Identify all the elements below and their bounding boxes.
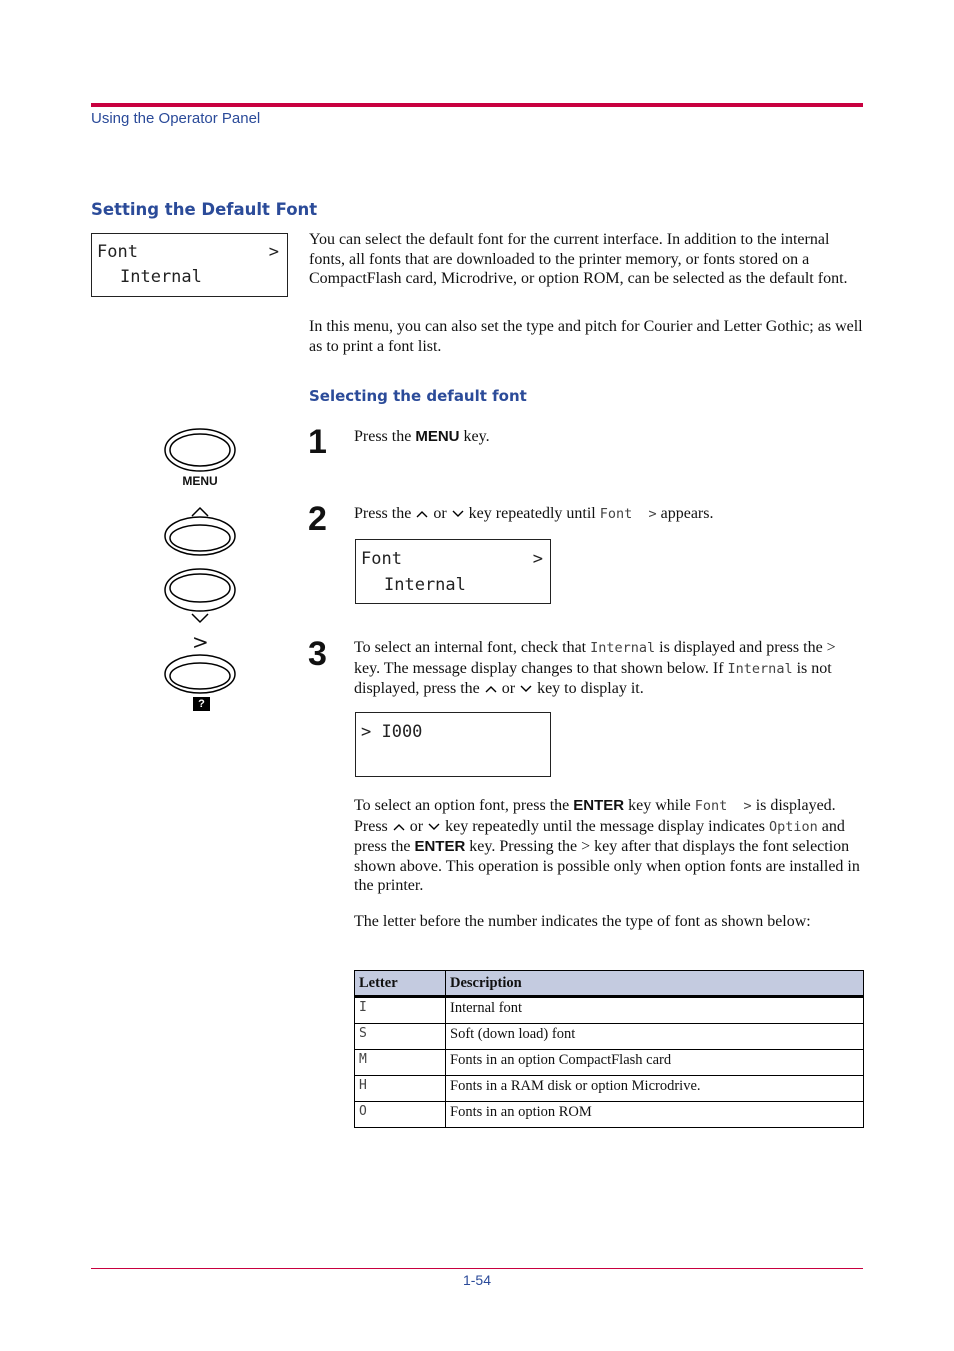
lcd-line2: Internal [120, 267, 202, 287]
lcd-display-step2 [355, 539, 551, 604]
down-caret-icon [427, 822, 441, 832]
menu-key-icon [160, 426, 240, 476]
enter-key-icon [160, 652, 240, 696]
up-caret-icon [484, 684, 498, 694]
lcd-line2: Internal [384, 575, 466, 595]
cell-description: Fonts in an option CompactFlash card [446, 1050, 864, 1076]
header-rule [91, 103, 863, 107]
lcd-line1: > I000 [361, 722, 423, 742]
table-row [355, 1024, 864, 1050]
question-badge: ? [193, 697, 210, 711]
table-header-row [355, 971, 864, 997]
section-title: Setting the Default Font [91, 200, 318, 219]
lcd-line1: Font [361, 549, 402, 569]
header-title: Using the Operator Panel [91, 110, 261, 127]
cell-letter: I [355, 997, 446, 1024]
lcd-arrow: > [532, 549, 543, 569]
cell-letter: S [355, 1024, 446, 1050]
page-number: 1-54 [462, 1272, 492, 1288]
lcd-display-main [91, 233, 288, 297]
table-row [355, 1076, 864, 1102]
table-row [355, 1102, 864, 1128]
step-3-number: 3 [308, 635, 327, 673]
step-1-number: 1 [308, 423, 327, 461]
menu-key-name: MENU [415, 428, 460, 445]
table-row [355, 1050, 864, 1076]
step-2-number: 2 [308, 500, 327, 538]
step-1-text: Press the MENU key. [354, 428, 490, 445]
lcd-line1: Font [97, 242, 138, 262]
up-caret-icon [415, 509, 429, 519]
subsection-title: Selecting the default font [309, 387, 527, 405]
cell-description: Fonts in an option ROM [446, 1102, 864, 1128]
right-arrow-icon: > [192, 630, 209, 654]
option-font-paragraph: To select an option font, press the ENTER key while Font > is displayed. Press or key repeatedly until the message display indicates Option and press the ENTER key. Pressing the > key after that displays the font selection shown above. This operation is possible only when option fonts are installed in the printer. [354, 797, 860, 894]
intro-paragraph-2: In this menu, you can also set the type and pitch for Courier and Letter Gothic; as well as to print a font list. [309, 318, 863, 355]
header-letter: Letter [355, 971, 446, 997]
table-row [355, 997, 864, 1024]
step-3-text: To select an internal font, check that Internal is displayed and press the > key. The message display changes to that shown below. If Internal is not displayed, press the or key to display it. [354, 639, 836, 697]
letter-paragraph: The letter before the number indicates the type of font as shown below: [354, 913, 811, 930]
down-key-icon [160, 566, 240, 626]
cell-letter: O [355, 1102, 446, 1128]
footer-rule [91, 1268, 863, 1269]
font-type-table [354, 970, 864, 1128]
header-description: Description [446, 971, 864, 997]
lcd-arrow: > [268, 242, 279, 262]
cell-description: Internal font [446, 997, 864, 1024]
intro-paragraph-1: You can select the default font for the current interface. In addition to the internal fonts, all fonts that are downloaded to the printer memory, or fonts stored on a CompactFlash card, Microdrive, or option ROM, can be selected as the default font. [309, 231, 848, 287]
lcd-display-step3 [355, 712, 551, 777]
cell-letter: M [355, 1050, 446, 1076]
down-caret-icon [519, 684, 533, 694]
menu-key-label: MENU [182, 474, 218, 488]
cell-description: Fonts in a RAM disk or option Microdrive. [446, 1076, 864, 1102]
cell-letter: H [355, 1076, 446, 1102]
up-caret-icon [392, 822, 406, 832]
down-caret-icon [451, 509, 465, 519]
cell-description: Soft (down load) font [446, 1024, 864, 1050]
up-key-icon [160, 503, 240, 559]
step-2-text: Press the or key repeatedly until Font > appears. [354, 505, 714, 522]
